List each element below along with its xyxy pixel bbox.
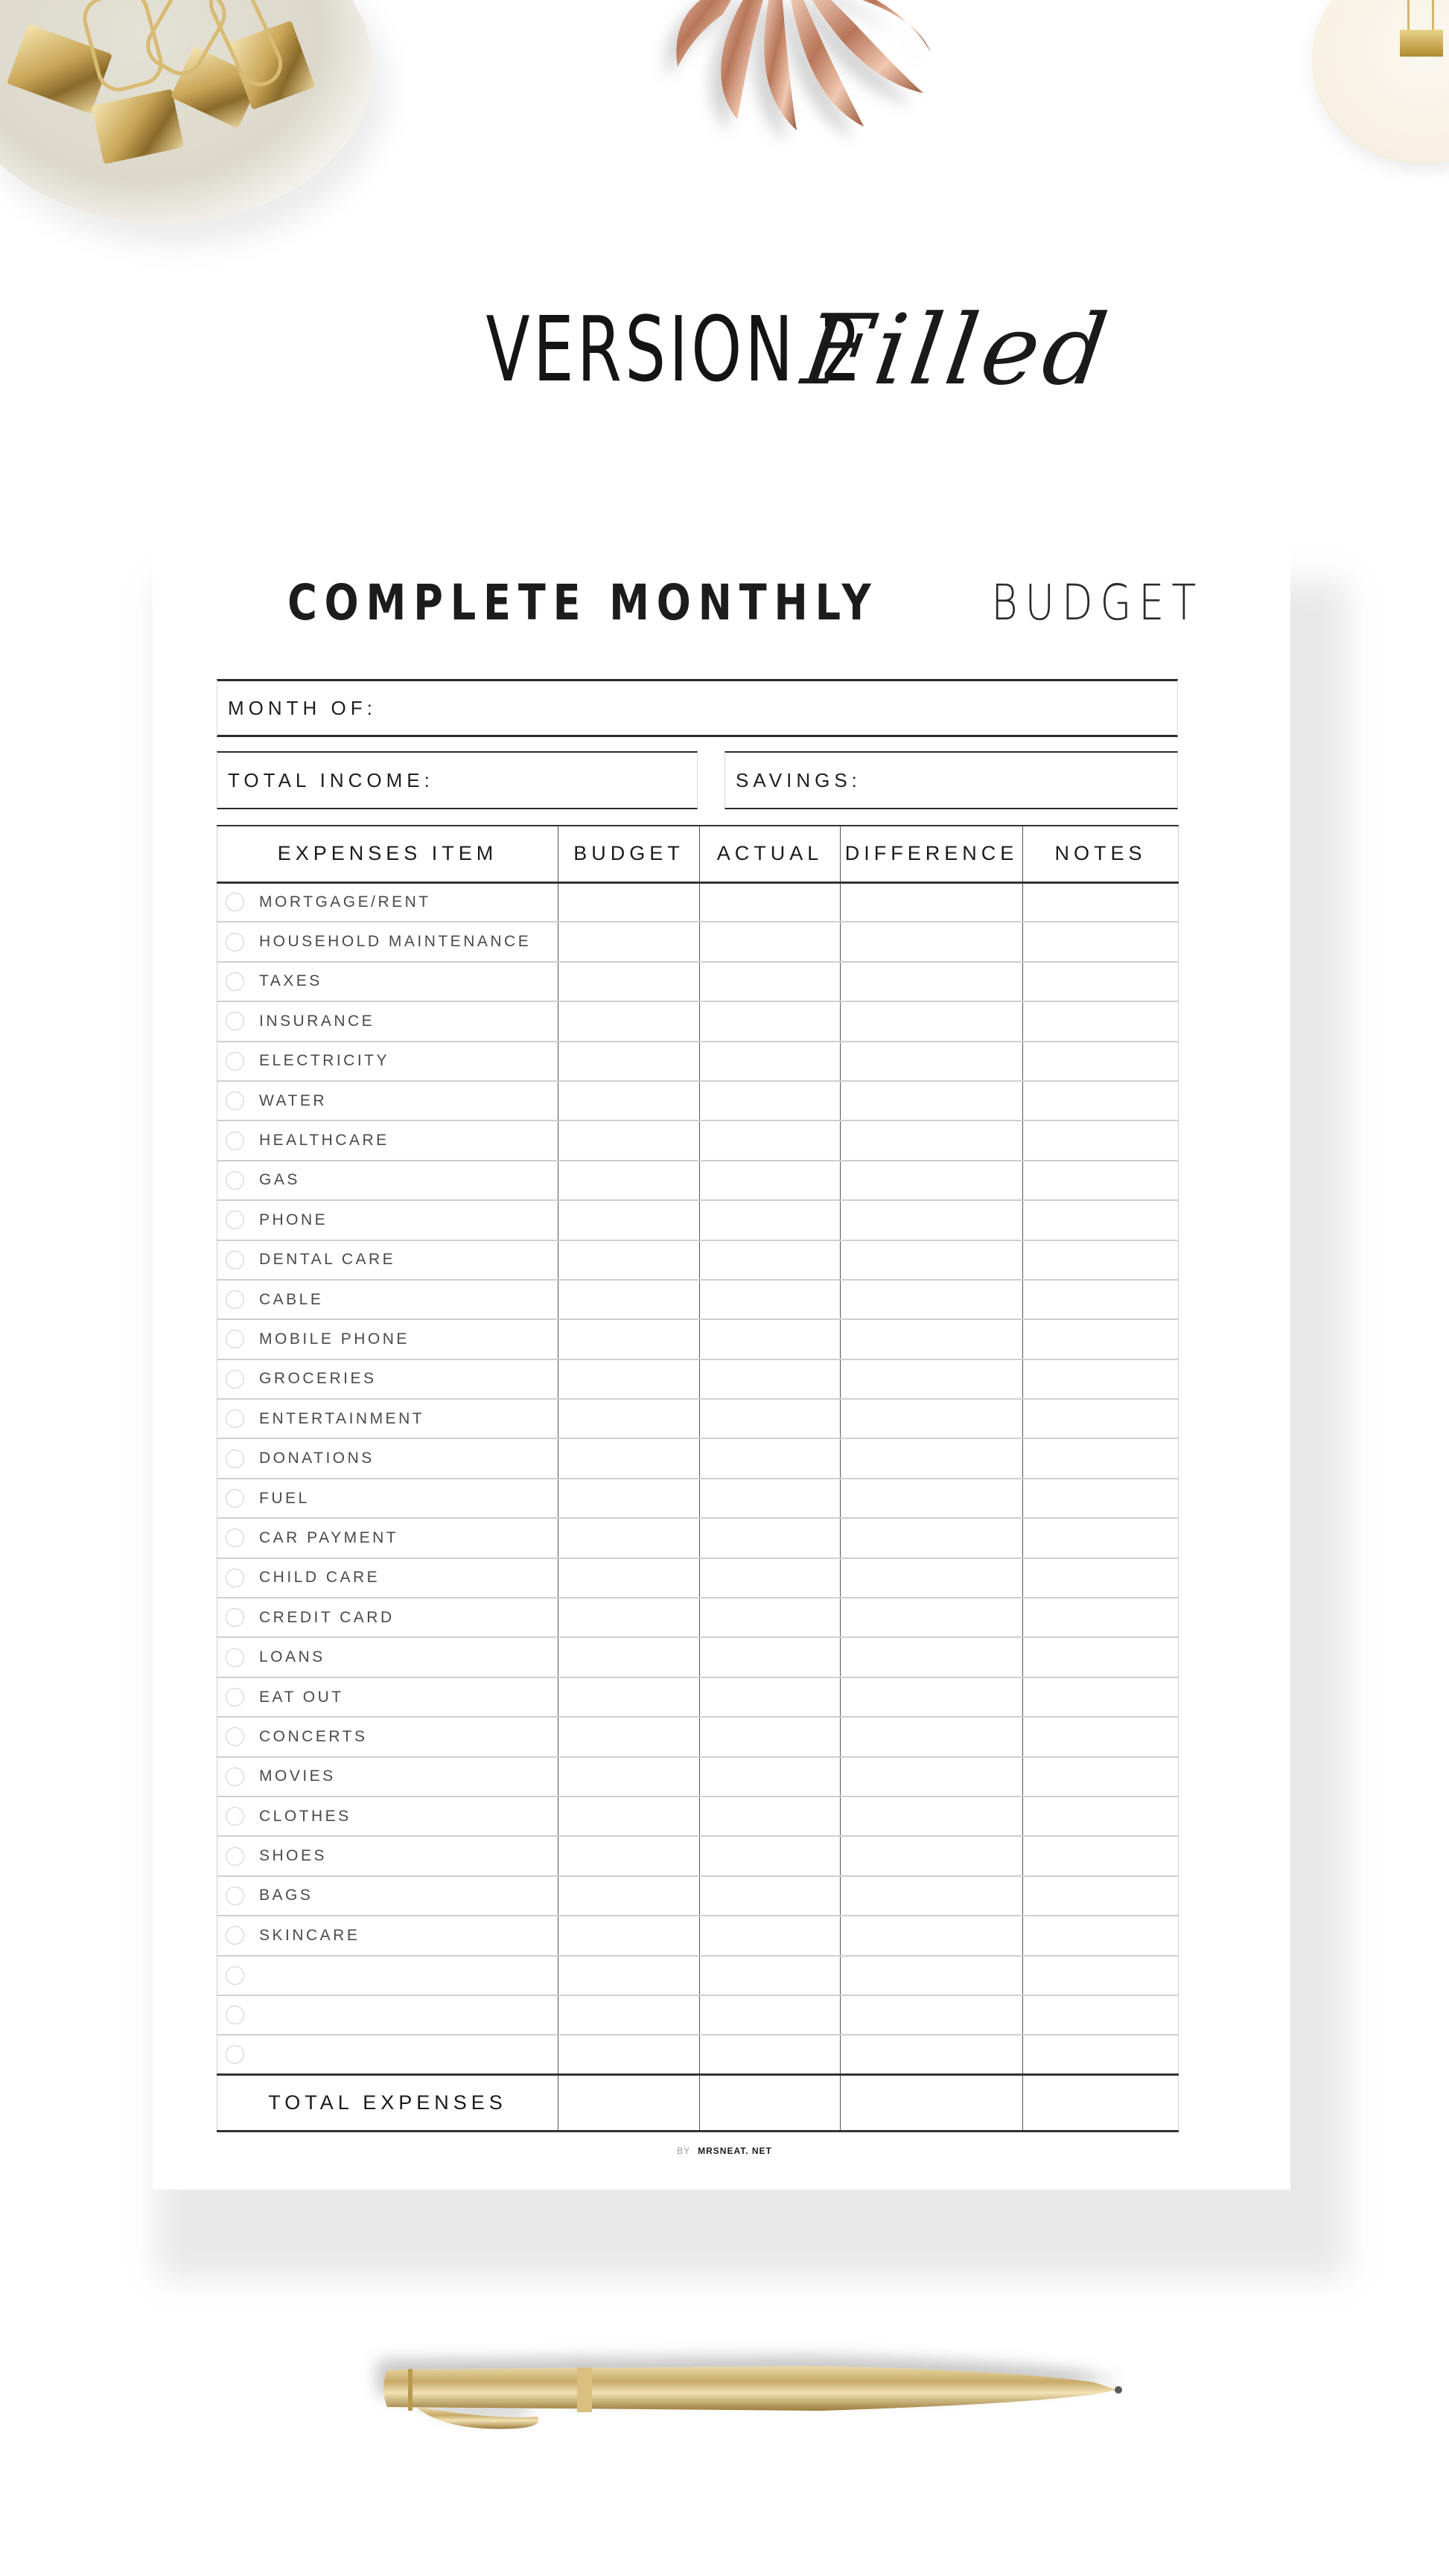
savings-label: SAVINGS: [736, 768, 862, 791]
checkbox-circle-icon[interactable] [226, 1370, 244, 1389]
checkbox-circle-icon[interactable] [226, 1211, 244, 1229]
notes-cell[interactable] [1023, 1558, 1179, 1598]
notes-cell[interactable] [1023, 1677, 1179, 1717]
notes-cell[interactable] [1023, 1796, 1179, 1836]
column-header-budget: BUDGET [558, 826, 700, 882]
total-income-label: TOTAL INCOME: [228, 768, 434, 791]
expense-item-cell [217, 1757, 558, 1796]
expense-item-label: TAXES [259, 972, 322, 990]
table-row [217, 1399, 1179, 1438]
notes-cell[interactable] [1023, 1479, 1179, 1518]
budget-cell[interactable] [558, 1717, 700, 1756]
actual-cell[interactable] [700, 1637, 841, 1677]
expense-item-cell [217, 1200, 558, 1240]
notes-cell[interactable] [1023, 1280, 1179, 1319]
budget-cell[interactable] [558, 1042, 700, 1081]
checkbox-circle-icon[interactable] [226, 1450, 244, 1468]
notes-cell[interactable] [1023, 882, 1179, 922]
expense-item-label: CONCERTS [259, 1727, 368, 1745]
expense-item-cell [217, 1399, 558, 1438]
difference-cell[interactable] [841, 1876, 1023, 1916]
actual-cell[interactable] [700, 1876, 841, 1916]
expense-item-label: MOBILE PHONE [259, 1330, 410, 1348]
checkbox-circle-icon[interactable] [226, 1091, 244, 1110]
difference-cell[interactable] [841, 1200, 1023, 1240]
checkbox-circle-icon[interactable] [226, 1887, 244, 1905]
budget-cell[interactable] [558, 1956, 700, 1995]
expense-item-cell [217, 1120, 558, 1160]
table-row [217, 1598, 1179, 1637]
expense-item-label: DONATIONS [259, 1450, 375, 1467]
column-header-difference: DIFFERENCE [841, 826, 1023, 882]
expense-item-label: SKINCARE [259, 1926, 360, 1944]
credit-line [0, 2146, 1449, 2156]
expense-item-label: CHILD CARE [259, 1569, 380, 1587]
difference-cell[interactable] [841, 1796, 1023, 1836]
table-row [217, 1995, 1179, 2035]
notes-cell[interactable] [1023, 1916, 1179, 1955]
table-row [217, 922, 1179, 961]
budget-cell[interactable] [558, 1280, 700, 1319]
checkbox-circle-icon[interactable] [226, 1688, 244, 1706]
difference-cell[interactable] [841, 1120, 1023, 1160]
difference-cell[interactable] [841, 1956, 1023, 1995]
difference-cell[interactable] [841, 1995, 1023, 2035]
difference-cell[interactable] [841, 1001, 1023, 1041]
actual-cell[interactable] [700, 1240, 841, 1280]
expense-item-cell [217, 1677, 558, 1717]
variant-label: Filled [796, 293, 1119, 407]
expense-item-cell [217, 1240, 558, 1280]
expense-item-label: PHONE [259, 1211, 328, 1228]
expense-item-label: DENTAL CARE [259, 1251, 396, 1269]
table-row [217, 1319, 1179, 1359]
expense-item-label: HOUSEHOLD MAINTENANCE [259, 933, 532, 951]
budget-cell[interactable] [558, 1796, 700, 1836]
budget-cell[interactable] [558, 882, 700, 922]
notes-cell[interactable] [1023, 1081, 1179, 1120]
table-row [217, 1836, 1179, 1875]
budget-cell[interactable] [558, 1438, 700, 1478]
checkbox-circle-icon[interactable] [226, 933, 244, 951]
difference-cell[interactable] [841, 1042, 1023, 1081]
table-row [217, 2035, 1179, 2074]
credit-site: MRSNEAT. NET [698, 2146, 772, 2156]
document-title [0, 573, 1449, 633]
budget-cell[interactable] [558, 1081, 700, 1120]
checkbox-circle-icon[interactable] [226, 1489, 244, 1508]
gold-rim-plate-image [1312, 0, 1449, 164]
expense-item-cell [217, 1518, 558, 1558]
expense-item-label: EAT OUT [259, 1688, 344, 1706]
expense-item-cell [217, 1876, 558, 1916]
savings-field[interactable] [724, 751, 1178, 809]
checkbox-circle-icon[interactable] [226, 1330, 244, 1348]
actual-cell[interactable] [700, 1717, 841, 1756]
expense-item-cell [217, 1558, 558, 1598]
month-field[interactable] [217, 679, 1178, 737]
actual-cell[interactable] [700, 1916, 841, 1955]
checkbox-circle-icon[interactable] [226, 1290, 244, 1309]
expense-item-label: CABLE [259, 1290, 324, 1308]
actual-cell[interactable] [700, 1995, 841, 2035]
credit-by: BY [677, 2146, 691, 2156]
expense-item-label: GAS [259, 1171, 300, 1189]
actual-cell[interactable] [700, 922, 841, 961]
expense-item-label: ELECTRICITY [259, 1052, 390, 1070]
total-income-field[interactable] [217, 751, 698, 809]
actual-cell[interactable] [700, 1319, 841, 1359]
gold-pen-image [343, 2336, 1132, 2433]
title-bold: COMPLETE MONTHLY [287, 574, 879, 631]
table-row [217, 1677, 1179, 1717]
expense-item-label: WATER [259, 1091, 327, 1109]
notes-cell[interactable] [1023, 1240, 1179, 1280]
notes-cell[interactable] [1023, 2035, 1179, 2074]
budget-cell[interactable] [558, 1200, 700, 1240]
expense-item-cell [217, 1598, 558, 1637]
difference-cell[interactable] [841, 1280, 1023, 1319]
version-label: VERSION 2 [485, 298, 864, 402]
expense-item-cell [217, 1836, 558, 1875]
difference-cell[interactable] [841, 922, 1023, 961]
notes-cell[interactable] [1023, 1995, 1179, 2035]
expense-item-label: SHOES [259, 1847, 328, 1865]
budget-cell[interactable] [558, 1876, 700, 1916]
total-expenses-row [217, 2075, 1179, 2132]
expense-item-label: ENTERTAINMENT [259, 1409, 425, 1427]
budget-cell[interactable] [558, 1001, 700, 1041]
difference-cell[interactable] [841, 1677, 1023, 1717]
budget-cell[interactable] [558, 1240, 700, 1280]
notes-cell[interactable] [1023, 1359, 1179, 1399]
actual-cell[interactable] [700, 1677, 841, 1717]
difference-cell[interactable] [841, 1161, 1023, 1200]
total-budget-cell[interactable] [558, 2075, 700, 2132]
difference-cell[interactable] [841, 1916, 1023, 1955]
checkbox-circle-icon[interactable] [226, 1528, 244, 1547]
budget-cell[interactable] [558, 962, 700, 1001]
expense-item-cell [217, 1479, 558, 1518]
actual-cell[interactable] [700, 1042, 841, 1081]
table-row [217, 1359, 1179, 1399]
actual-cell[interactable] [700, 1200, 841, 1240]
notes-cell[interactable] [1023, 1836, 1179, 1875]
table-row [217, 1200, 1179, 1240]
table-row [217, 1081, 1179, 1120]
total-notes-cell[interactable] [1023, 2075, 1179, 2132]
notes-cell[interactable] [1023, 922, 1179, 961]
checkbox-circle-icon[interactable] [226, 1966, 244, 1985]
title-light: BUDGET [990, 574, 1203, 631]
budget-cell[interactable] [558, 2035, 700, 2074]
difference-cell[interactable] [841, 1479, 1023, 1518]
expense-item-cell [217, 1916, 558, 1955]
checkbox-circle-icon[interactable] [226, 1052, 244, 1071]
actual-cell[interactable] [700, 1120, 841, 1160]
difference-cell[interactable] [841, 1558, 1023, 1598]
table-row [217, 882, 1179, 922]
checkbox-circle-icon[interactable] [226, 1012, 244, 1030]
table-row [217, 1757, 1179, 1796]
actual-cell[interactable] [700, 882, 841, 922]
expense-item-label: FUEL [259, 1489, 310, 1507]
checkbox-circle-icon[interactable] [226, 2045, 244, 2064]
table-row [217, 1558, 1179, 1598]
budget-cell[interactable] [558, 1757, 700, 1796]
column-header-actual: ACTUAL [700, 826, 841, 882]
total-expenses-label: TOTAL EXPENSES [217, 2075, 558, 2132]
checkbox-circle-icon[interactable] [226, 972, 244, 991]
checkbox-circle-icon[interactable] [226, 1727, 244, 1746]
actual-cell[interactable] [700, 962, 841, 1001]
expense-item-cell [217, 1637, 558, 1677]
expense-item-label: HEALTHCARE [259, 1132, 389, 1150]
table-row [217, 1120, 1179, 1160]
expense-item-label: CREDIT CARD [259, 1608, 395, 1626]
budget-cell[interactable] [558, 922, 700, 961]
actual-cell[interactable] [700, 1836, 841, 1875]
notes-cell[interactable] [1023, 1518, 1179, 1558]
actual-cell[interactable] [700, 1796, 841, 1836]
actual-cell[interactable] [700, 1161, 841, 1200]
checkbox-circle-icon[interactable] [226, 1132, 244, 1150]
budget-cell[interactable] [558, 1120, 700, 1160]
difference-cell[interactable] [841, 2035, 1023, 2074]
notes-cell[interactable] [1023, 1598, 1179, 1637]
expense-item-cell [217, 1717, 558, 1756]
notes-cell[interactable] [1023, 1399, 1179, 1438]
budget-cell[interactable] [558, 1677, 700, 1717]
expense-item-label: CAR PAYMENT [259, 1528, 399, 1546]
expense-item-cell [217, 1161, 558, 1200]
actual-cell[interactable] [700, 1081, 841, 1120]
difference-cell[interactable] [841, 1319, 1023, 1359]
notes-cell[interactable] [1023, 1319, 1179, 1359]
expense-item-cell [217, 1796, 558, 1836]
checkbox-circle-icon[interactable] [226, 1171, 244, 1190]
table-header-row [217, 826, 1179, 882]
table-row [217, 1876, 1179, 1916]
checkbox-circle-icon[interactable] [226, 1847, 244, 1866]
notes-cell[interactable] [1023, 1876, 1179, 1916]
expense-item-cell [217, 1042, 558, 1081]
actual-cell[interactable] [700, 1001, 841, 1041]
expense-item-cell [217, 1438, 558, 1478]
difference-cell[interactable] [841, 1518, 1023, 1558]
expense-item-cell [217, 1280, 558, 1319]
actual-cell[interactable] [700, 1956, 841, 1995]
checkbox-circle-icon[interactable] [226, 893, 244, 911]
column-header-expenses-item: EXPENSES ITEM [217, 826, 558, 882]
budget-cell[interactable] [558, 1319, 700, 1359]
budget-cell[interactable] [558, 1479, 700, 1518]
table-row [217, 1280, 1179, 1319]
version-banner [0, 275, 1449, 424]
expense-item-cell [217, 1319, 558, 1359]
table-row [217, 1042, 1179, 1081]
table-row [217, 1240, 1179, 1280]
notes-cell[interactable] [1023, 1200, 1179, 1240]
column-header-notes: NOTES [1023, 826, 1179, 882]
total-difference-cell[interactable] [841, 2075, 1023, 2132]
budget-cell[interactable] [558, 1916, 700, 1955]
notes-cell[interactable] [1023, 1956, 1179, 1995]
expense-item-cell [217, 1359, 558, 1399]
expense-item-label: CLOTHES [259, 1807, 351, 1825]
expense-item-cell [217, 1995, 558, 2035]
expense-item-cell [217, 922, 558, 961]
table-row [217, 1518, 1179, 1558]
table-row [217, 1001, 1179, 1041]
notes-cell[interactable] [1023, 1120, 1179, 1160]
actual-cell[interactable] [700, 2035, 841, 2074]
expense-item-label: MORTGAGE/RENT [259, 893, 431, 911]
table-row [217, 1637, 1179, 1677]
checkbox-circle-icon[interactable] [226, 2006, 244, 2024]
difference-cell[interactable] [841, 1438, 1023, 1478]
table-row [217, 1438, 1179, 1478]
expense-item-cell [217, 1081, 558, 1120]
notes-cell[interactable] [1023, 1637, 1179, 1677]
monstera-leaf-image [640, 0, 938, 164]
difference-cell[interactable] [841, 1598, 1023, 1637]
notes-cell[interactable] [1023, 962, 1179, 1001]
table-row [217, 1796, 1179, 1836]
gold-clips-bowl-image [0, 0, 372, 223]
expense-item-label: INSURANCE [259, 1012, 375, 1030]
difference-cell[interactable] [841, 1757, 1023, 1796]
expense-item-cell [217, 962, 558, 1001]
checkbox-circle-icon[interactable] [226, 1251, 244, 1269]
checkbox-circle-icon[interactable] [226, 1569, 244, 1587]
checkbox-circle-icon[interactable] [226, 1767, 244, 1786]
notes-cell[interactable] [1023, 1717, 1179, 1756]
budget-cell[interactable] [558, 1359, 700, 1399]
table-row [217, 962, 1179, 1001]
expense-item-label: MOVIES [259, 1767, 336, 1785]
actual-cell[interactable] [700, 1558, 841, 1598]
notes-cell[interactable] [1023, 1001, 1179, 1041]
checkbox-circle-icon[interactable] [226, 1926, 244, 1945]
checkbox-circle-icon[interactable] [226, 1409, 244, 1428]
actual-cell[interactable] [700, 1280, 841, 1319]
expense-item-cell [217, 1001, 558, 1041]
difference-cell[interactable] [841, 1359, 1023, 1399]
budget-cell[interactable] [558, 1161, 700, 1200]
actual-cell[interactable] [700, 1399, 841, 1438]
actual-cell[interactable] [700, 1757, 841, 1796]
notes-cell[interactable] [1023, 1042, 1179, 1081]
expense-item-label: BAGS [259, 1887, 313, 1904]
expenses-table [217, 825, 1179, 2132]
budget-cell[interactable] [558, 1637, 700, 1677]
difference-cell[interactable] [841, 962, 1023, 1001]
budget-cell[interactable] [558, 1598, 700, 1637]
expense-item-label: LOANS [259, 1648, 325, 1666]
budget-cell[interactable] [558, 1995, 700, 2035]
expense-item-label: GROCERIES [259, 1370, 377, 1388]
difference-cell[interactable] [841, 1399, 1023, 1438]
budget-cell[interactable] [558, 1836, 700, 1875]
month-label: MONTH OF: [228, 696, 377, 719]
table-row [217, 1161, 1179, 1200]
difference-cell[interactable] [841, 1240, 1023, 1280]
expense-item-cell [217, 2035, 558, 2074]
difference-cell[interactable] [841, 1836, 1023, 1875]
actual-cell[interactable] [700, 1359, 841, 1399]
table-row [217, 1956, 1179, 1995]
difference-cell[interactable] [841, 1637, 1023, 1677]
actual-cell[interactable] [700, 1598, 841, 1637]
actual-cell[interactable] [700, 1479, 841, 1518]
notes-cell[interactable] [1023, 1438, 1179, 1478]
table-row [217, 1916, 1179, 1955]
table-row [217, 1479, 1179, 1518]
difference-cell[interactable] [841, 882, 1023, 922]
budget-cell[interactable] [558, 1399, 700, 1438]
table-row [217, 1717, 1179, 1756]
expense-item-cell [217, 882, 558, 922]
total-actual-cell[interactable] [700, 2075, 841, 2132]
actual-cell[interactable] [700, 1438, 841, 1478]
difference-cell[interactable] [841, 1717, 1023, 1756]
notes-cell[interactable] [1023, 1757, 1179, 1796]
checkbox-circle-icon[interactable] [226, 1648, 244, 1667]
difference-cell[interactable] [841, 1081, 1023, 1120]
checkbox-circle-icon[interactable] [226, 1608, 244, 1627]
actual-cell[interactable] [700, 1518, 841, 1558]
notes-cell[interactable] [1023, 1161, 1179, 1200]
budget-cell[interactable] [558, 1558, 700, 1598]
expense-item-cell [217, 1956, 558, 1995]
checkbox-circle-icon[interactable] [226, 1807, 244, 1826]
budget-cell[interactable] [558, 1518, 700, 1558]
